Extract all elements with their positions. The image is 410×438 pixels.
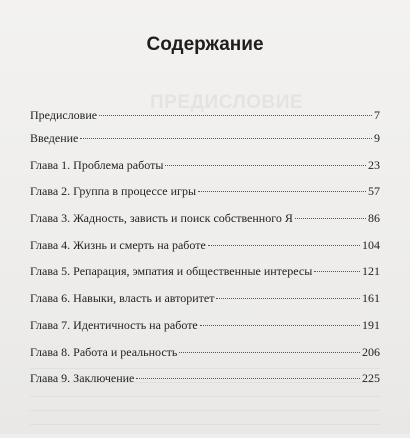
toc-entry[interactable]: [30, 211, 380, 225]
toc-entry-label: Глава 7. Идентичность на работе: [30, 317, 198, 332]
dot-leader: [136, 378, 360, 379]
toc-entry-page: 104: [362, 237, 380, 252]
dot-leader: [179, 352, 360, 353]
toc-entry-page: 225: [362, 371, 380, 386]
dot-leader: [208, 245, 360, 246]
toc-entry[interactable]: [30, 291, 380, 305]
toc-entry-page: 23: [368, 157, 380, 172]
toc-entry-label: Глава 3. Жадность, зависть и поиск собственного Я: [30, 211, 293, 226]
dot-leader: [198, 191, 366, 192]
toc-entry-label: Введение: [30, 131, 79, 145]
dot-leader: [295, 218, 366, 219]
toc-entry[interactable]: [30, 318, 380, 332]
page-title: Содержание: [146, 34, 264, 55]
dot-leader: [99, 115, 372, 116]
dot-leader: [314, 271, 360, 272]
toc-entry-label: Глава 1. Проблема работы: [30, 157, 164, 172]
toc-entry-page: 57: [368, 184, 380, 199]
dot-leader: [80, 138, 372, 139]
toc-entry[interactable]: [30, 108, 380, 122]
toc-entry-label: Глава 6. Навыки, власть и авторитет: [30, 291, 215, 306]
toc-entry[interactable]: [30, 345, 380, 359]
dot-leader: [165, 165, 366, 166]
toc-entry[interactable]: [30, 371, 380, 385]
toc-entry-page: 191: [362, 317, 380, 332]
toc-entry-label: Глава 4. Жизнь и смерть на работе: [30, 237, 206, 252]
dot-leader: [200, 325, 360, 326]
toc-entry-page: 86: [368, 211, 380, 226]
toc-entry[interactable]: [30, 158, 380, 172]
toc-entry-label: Глава 8. Работа и реальность: [30, 344, 178, 359]
toc-entry[interactable]: [30, 184, 380, 198]
toc-entry-page: 7: [374, 108, 380, 122]
toc-entry[interactable]: [30, 131, 380, 145]
toc-entry-page: 121: [362, 264, 380, 279]
toc-entry-page: 161: [362, 291, 380, 306]
bleed-through-text: ПРЕДИСЛОВИЕ: [150, 92, 304, 113]
table-of-contents: [30, 108, 380, 398]
toc-entry-page: 206: [362, 344, 380, 359]
toc-entry-page: 9: [374, 131, 380, 145]
dot-leader: [216, 298, 360, 299]
toc-entry-label: Глава 5. Репарация, эмпатия и общественные интересы: [30, 264, 313, 279]
toc-entry[interactable]: [30, 264, 380, 278]
toc-entry-label: Глава 2. Группа в процессе игры: [30, 184, 197, 199]
toc-entry[interactable]: [30, 238, 380, 252]
toc-entry-label: Глава 9. Заключение: [30, 371, 135, 386]
toc-entry-label: Предисловие: [30, 108, 98, 122]
